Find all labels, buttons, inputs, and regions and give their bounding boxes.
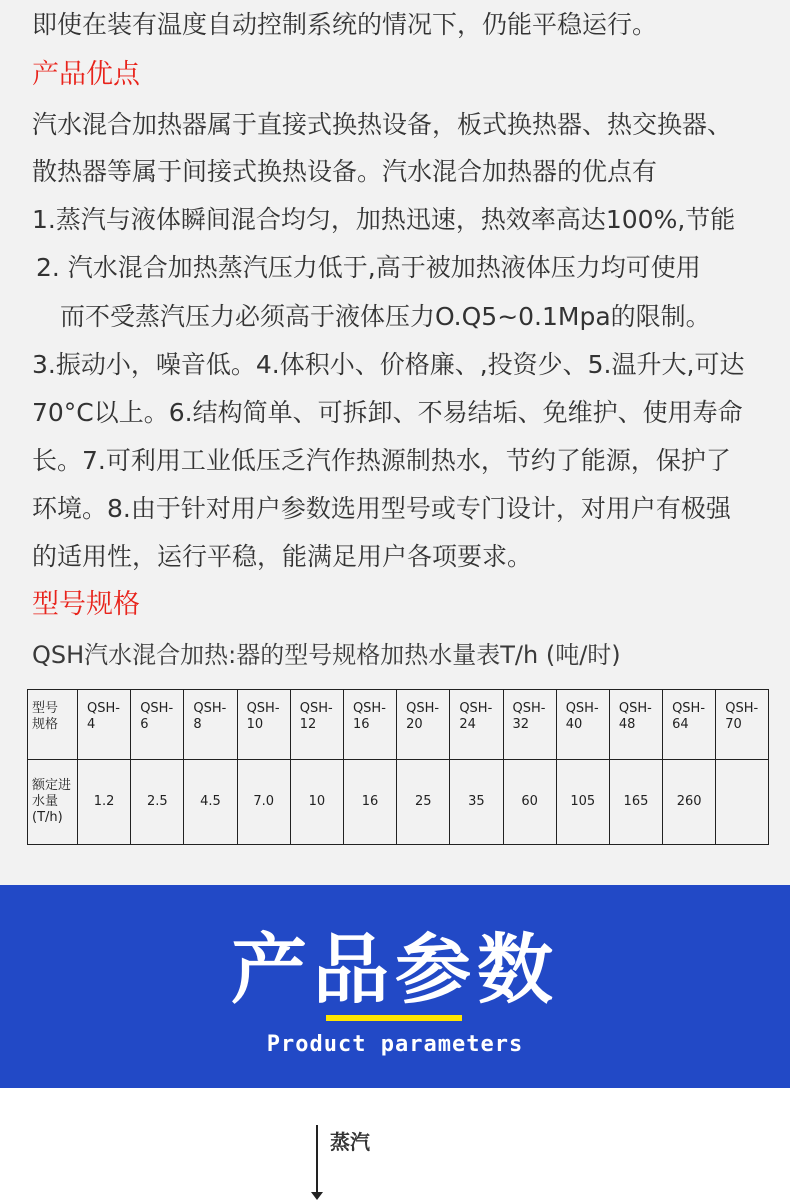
heading-advantages: 产品优点 xyxy=(32,59,140,90)
paragraph-line: 汽水混合加热器属于直接式换热设备，板式换热器、热交换器、 xyxy=(32,110,733,139)
flow-cell: 1.2 xyxy=(78,760,131,845)
flow-cell: 7.0 xyxy=(237,760,290,845)
advantage-item-7: 长。7.可利用工业低压乏汽作热源制热水，节约了能源，保护了 xyxy=(32,446,731,475)
model-cell: QSH- 8 xyxy=(184,690,237,760)
advantage-item-2: 2. 汽水混合加热蒸汽压力低于,高于被加热液体压力均可使用 xyxy=(36,253,701,282)
advantage-items-6: 70°C以上。6.结构简单、可拆卸、不易结垢、免维护、使用寿命 xyxy=(32,398,743,427)
flow-cell: 25 xyxy=(397,760,450,845)
heading-specs: 型号规格 xyxy=(32,589,140,620)
model-cell: QSH- 6 xyxy=(131,690,184,760)
advantage-item-8: 环境。8.由于针对用户参数选用型号或专门设计，对用户有极强 xyxy=(32,494,731,523)
table-row-flow xyxy=(28,760,769,845)
flow-cell: 105 xyxy=(556,760,609,845)
flow-cell: 16 xyxy=(343,760,396,845)
model-cell: QSH- 10 xyxy=(237,690,290,760)
flow-cell: 165 xyxy=(609,760,662,845)
advantage-items-3-5: 3.振动小，噪音低。4.体积小、价格廉、,投资少、5.温升大,可达 xyxy=(32,350,745,379)
spec-table xyxy=(27,689,769,845)
table-caption: QSH汽水混合加热:器的型号规格加热水量表T/h (吨/时) xyxy=(32,641,621,669)
model-cell: QSH- 64 xyxy=(663,690,716,760)
model-cell: QSH- 12 xyxy=(290,690,343,760)
model-cell: QSH- 4 xyxy=(78,690,131,760)
intro-line: 即使在装有温度自动控制系统的情况下，仍能平稳运行。 xyxy=(32,10,658,39)
banner-title: 产品参数 xyxy=(231,925,559,1014)
banner-underline xyxy=(326,1015,462,1021)
advantage-item-8-cont: 的适用性，运行平稳，能满足用户各项要求。 xyxy=(32,542,533,571)
steam-label: 蒸汽 xyxy=(330,1130,370,1154)
row-label-flow: 额定进 水量 (T/h) xyxy=(28,760,78,845)
model-cell: QSH- 32 xyxy=(503,690,556,760)
model-cell: QSH- 40 xyxy=(556,690,609,760)
flow-cell: 35 xyxy=(450,760,503,845)
flow-cell: 10 xyxy=(290,760,343,845)
arrow-down-icon xyxy=(311,1192,323,1200)
flow-cell: 60 xyxy=(503,760,556,845)
model-cell: QSH- 24 xyxy=(450,690,503,760)
model-cell: QSH- 70 xyxy=(716,690,769,760)
model-cell: QSH- 16 xyxy=(343,690,396,760)
flow-cell xyxy=(716,760,769,845)
advantage-item-2-cont: 而不受蒸汽压力必须高于液体压力O.Q5~0.1Mpa的限制。 xyxy=(60,302,711,331)
flow-cell: 2.5 xyxy=(131,760,184,845)
section-banner xyxy=(0,885,790,1088)
table-row-models xyxy=(28,690,769,760)
model-cell: QSH- 48 xyxy=(609,690,662,760)
steam-flow-arrow xyxy=(316,1125,318,1195)
model-cell: QSH- 20 xyxy=(397,690,450,760)
flow-cell: 4.5 xyxy=(184,760,237,845)
banner-subtitle: Product parameters xyxy=(266,1032,524,1057)
advantage-item-1: 1.蒸汽与液体瞬间混合均匀，加热迅速，热效率高达100%,节能 xyxy=(32,205,736,234)
row-label-model: 型号 规格 xyxy=(28,690,78,760)
flow-cell: 260 xyxy=(663,760,716,845)
paragraph-line: 散热器等属于间接式换热设备。汽水混合加热器的优点有 xyxy=(32,157,658,186)
